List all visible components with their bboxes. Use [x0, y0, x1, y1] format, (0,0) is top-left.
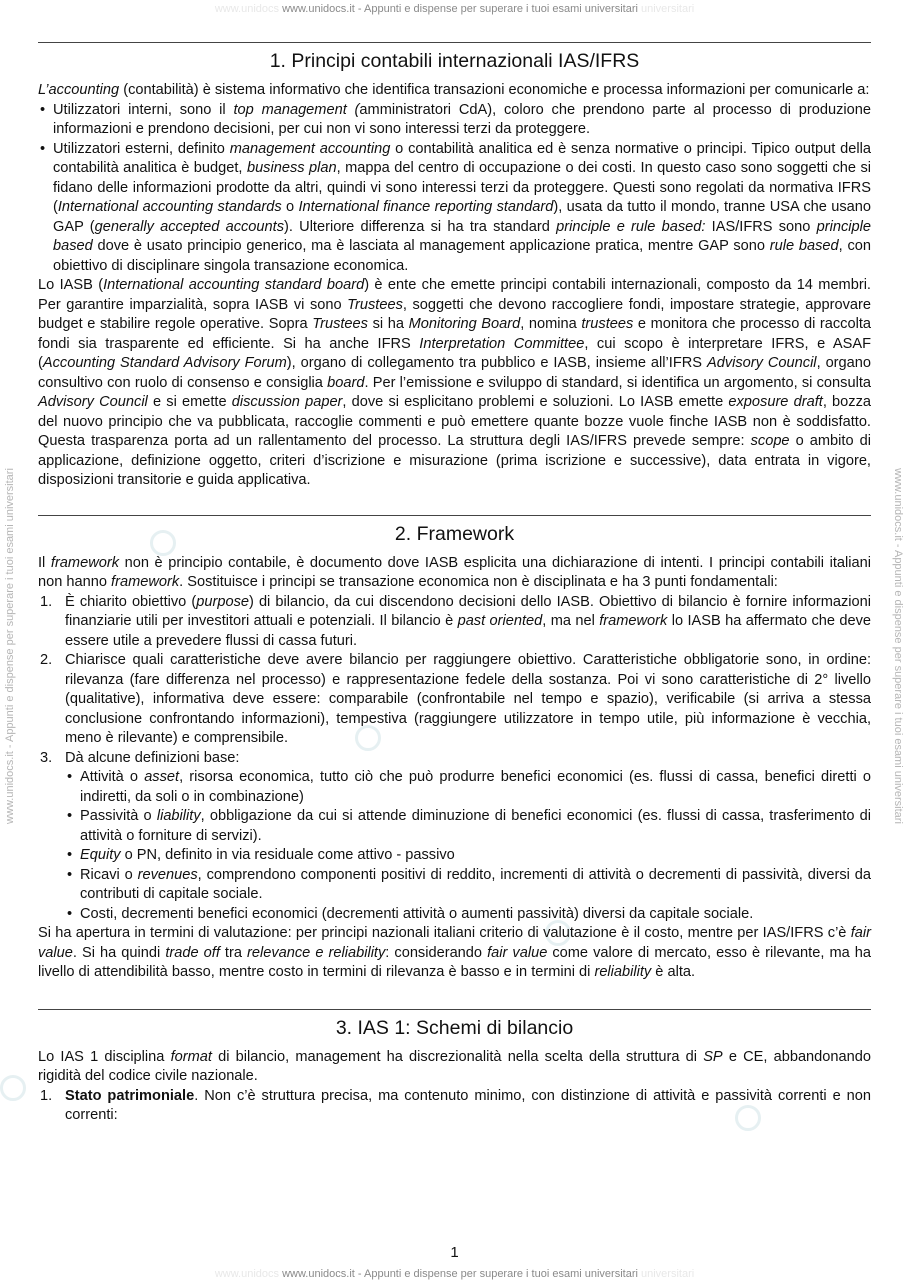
watermark-right: www.unidocs.it - Appunti e dispense per superare i tuoi esami universitari	[892, 468, 904, 824]
bullet-external-users: • Utilizzatori esterni, definito management accounting o contabilità analitica ed è senza normative o principi. Tipico output della contabilità analitica è budget, business plan, mappa del centro di occupazione o dei costi. In questo caso sono soggetti che si fidano delle informazioni prodotte da altri, quindi vi sono interessi terzi da proteggere. Questi sono regolati da normativa IFRS (International accounting standards o International finance reporting standard), usata da tutto il mondo, tranne USA che usano GAP (generally accepted accounts). Ulteriore differenza si ha tra standard principle e rule based: IAS/IFRS sono principle based dove è usato principio generico, ma è lasciata al management applicazione pratica, mentre GAP sono rule based, con obiettivo di disciplinare singola transazione economica.	[38, 140, 871, 277]
definitions-sublist	[65, 768, 871, 924]
section-3-title: 3. IAS 1: Schemi di bilancio	[335, 1016, 574, 1039]
watermark-top	[0, 3, 909, 15]
list-number: 1.	[40, 1087, 53, 1104]
document-body	[38, 42, 871, 1126]
section-1-iasb-paragraph: Lo IASB (International accounting standard board) è ente che emette principi contabili internazionali, composto da 14 membri. Per garantire imparzialità, sopra IASB vi sono Trustees, soggetti che devono raccogliere fondi, impostare strategie, approvare budget e stabilire regole operative. Sopra Trustees si ha Monitoring Board, nomina trustees e monitora che processo di raccolta fondi sia trasparente ed efficiente. Si ha anche IFRS Interpretation Committee, cui scopo è interpretare IFRS, e ASAF (Accounting Standard Advisory Forum), organo di collegamento tra pubblico e IASB, insieme all’IFRS Advisory Council, organo consultivo con ruolo di consenso e consiglia board. Per l’emissione e sviluppo di standard, si identifica un argomento, si consulta Advisory Council e si emette discussion paper, dove si esplicitano problemi e soluzioni. Lo IASB emette exposure draft, bozza del nuovo principio che va pubblicata, raccoglie commenti e può emettere quante bozze vuole finche IASB non è soddisfatto. Questa trasparenza porta ad un rallentamento del processo. La struttura degli IAS/IFRS prevede sempre: scope o ambito di applicazione, definizione oggetto, criteri d’iscrizione e misurazione (prima iscrizione e successive), data entrata in vigore, disposizioni transitorie e guida applicativa.	[38, 277, 872, 488]
watermark-text-top: www.unidocs.it - Appunti e dispense per superare i tuoi esami universitari	[282, 3, 638, 15]
list-item-definitions	[38, 749, 871, 925]
list-number: 1.	[40, 593, 53, 610]
section-2-list	[38, 593, 871, 925]
list-item-characteristics	[38, 651, 871, 749]
section-divider	[38, 515, 871, 516]
list-item-text: Dà alcune definizioni base:	[65, 749, 240, 766]
page-number: 1	[450, 1244, 459, 1261]
bullet-internal-users: • Utilizzatori interni, sono il top management (amministratori CdA), coloro che prendono parte al processo di produzione informazioni e prendono decisioni, per cui non vi sono interessi terzi da proteggere.	[38, 101, 871, 140]
list-item-text: Chiarisce quali caratteristiche deve avere bilancio per raggiungere obiettivo. Caratteristiche obbligatorie sono, in ordine: rilevanza (fare differenza nel processo) e rappresentazione fedele della sostanza. Poi vi sono caratteristiche di 2° livello (qualitative), informativa deve essere: comparabile (confrontabile nel tempo e spazio), verificabile (si arriva a stessa conclusione confrontando informazioni), tempestiva (raggiungere utilizzatore in tempo utile, più informazione è vecchia, meno è rilevante) e comprensibile.	[65, 652, 871, 746]
watermark-left: www.unidocs.it - Appunti e dispense per superare i tuoi esami universitari	[4, 468, 16, 824]
definition-asset: • Attività o asset, risorsa economica, tutto ciò che può produrre benefici economici (es. flussi di cassa, benefici diretti o indiretti, da soli o in combinazione)	[65, 768, 871, 807]
list-item-text: È chiarito obiettivo (purpose) di bilancio, da cui discendono decisioni dello IASB. Obiettivo di bilancio è fornire informazioni finanziarie utili per investitori attuali e potenziali. Il bilancio è past oriented, ma nel framework lo IASB ha affermato che deve essere utile a prevedere flussi di cassa futuri.	[65, 593, 871, 649]
definition-liability: • Passività o liability, obbligazione da cui si attende diminuzione di benefici economici (es. flussi di cassa, trasferimento di attività o forniture di servizi).	[65, 807, 871, 846]
section-2-intro: Il framework non è principio contabile, è documento dove IASB esplicita una dichiarazione di intenti. I principi contabili italiani non hanno framework. Sostituisce i principi se transazione economica non è disciplinata e ha 3 punti fondamentali:	[38, 554, 871, 590]
section-1-intro: L’accounting (contabilità) è sistema informativo che identifica transazioni economiche e processa informazioni per comunicarle a:	[38, 82, 870, 98]
watermark-faint-right: universitari	[641, 3, 695, 15]
definition-revenues: • Ricavi o revenues, comprendono componenti positivi di reddito, incrementi di attività o decrementi di passività, diversi da contributi di capitale sociale.	[65, 866, 871, 905]
watermark-faint-left: www.unidocs	[214, 3, 280, 15]
list-number: 2.	[40, 652, 53, 668]
section-3-intro: Lo IAS 1 disciplina format di bilancio, management ha discrezionalità nella scelta della struttura di SP e CE, abbandonando rigidità del codice civile nazionale.	[38, 1048, 871, 1084]
section-2-title: 2. Framework	[394, 522, 515, 545]
watermark-text-bottom: www.unidocs.it - Appunti e dispense per superare i tuoi esami universitari	[282, 1268, 638, 1280]
watermark-faint-left: www.unidocs	[214, 1268, 280, 1280]
watermark-faint-right: universitari	[641, 1268, 695, 1280]
section-3	[38, 1009, 871, 1126]
watermark-bottom	[0, 1268, 909, 1280]
section-divider	[38, 1009, 871, 1010]
list-number: 3.	[40, 749, 53, 766]
watermark-logo-icon	[0, 1075, 26, 1101]
section-3-list	[38, 1087, 871, 1126]
list-item-balance-sheet	[38, 1087, 871, 1126]
section-1	[38, 42, 871, 491]
definition-costs: • Costi, decrementi benefici economici (decrementi attività o aumenti passività) diversi da capitale sociale.	[65, 905, 871, 925]
list-item-purpose	[38, 593, 871, 652]
list-item-text: Stato patrimoniale. Non c’è struttura precisa, ma contenuto minimo, con distinzione di attività e passività correnti e non correnti:	[65, 1087, 872, 1123]
section-2-closing: Si ha apertura in termini di valutazione: per principi nazionali italiani criterio di valutazione è il costo, mentre per IAS/IFRS c’è fair value. Si ha quindi trade off tra relevance e reliability: considerando fair value come valore di mercato, esso è rilevante, ma ha livello di attendibilità basso, mentre costo in termini di rilevanza è basso e in termini di reliability è alta.	[38, 925, 872, 980]
section-1-bullets	[38, 101, 871, 277]
definition-equity: • Equity o PN, definito in via residuale come attivo - passivo	[65, 846, 871, 866]
section-1-title: 1. Principi contabili internazionali IAS/IFRS	[269, 50, 640, 72]
section-divider	[38, 42, 871, 43]
section-2	[38, 515, 871, 983]
